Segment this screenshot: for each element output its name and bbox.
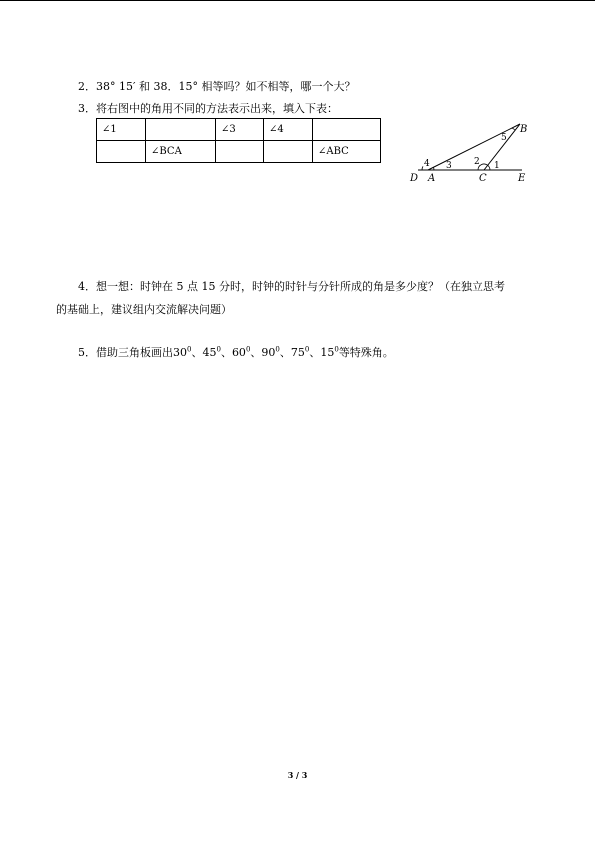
degree-mark: 0 (334, 345, 339, 354)
angle-label: 2 (474, 157, 480, 167)
degree-mark: 0 (216, 345, 221, 354)
table-cell (216, 141, 264, 163)
table-row (97, 119, 381, 141)
angle-value: 15 (320, 346, 335, 359)
table-cell: ∠BCA (146, 141, 216, 163)
angle-value: 45 (202, 346, 217, 359)
question-4-line-1: 4．想一想：时钟在 5 点 15 分时，时钟的时针与分针所成的角是多少度？（在独立思考 (78, 280, 505, 293)
point-label: A (428, 173, 436, 184)
separator: 、 (309, 346, 321, 359)
table-row (97, 141, 381, 163)
question-4-line-2: 的基础上，建议组内交流解决问题） (56, 303, 232, 316)
table-cell: ∠3 (216, 119, 264, 141)
table-cell (97, 141, 146, 163)
arc-angle-5 (512, 128, 515, 130)
table-cell: ∠ABC (313, 141, 381, 163)
degree-mark: 0 (275, 345, 280, 354)
table-cell (264, 141, 313, 163)
arc-angle-4 (422, 166, 423, 170)
point-label: E (518, 173, 526, 184)
angle-label: 1 (494, 161, 500, 171)
angle-value: 60 (231, 346, 246, 359)
question-5-suffix: 等特殊角。 (338, 346, 394, 359)
separator: 、 (250, 346, 262, 359)
arc-angle-1 (488, 165, 490, 170)
degree-mark: 0 (187, 345, 192, 354)
table-cell (146, 119, 216, 141)
table-cell (313, 119, 381, 141)
point-label: B (520, 124, 528, 135)
degree-mark: 0 (245, 345, 251, 354)
geometry-figure (404, 118, 534, 188)
degree-mark: 0 (304, 345, 310, 354)
separator: 、 (191, 346, 203, 359)
page-number: 3 / 3 (287, 770, 308, 780)
question-5-prefix: 5．借助三角板画出 (78, 346, 173, 359)
separator: 、 (220, 346, 232, 359)
table-cell: ∠4 (264, 119, 313, 141)
question-3: 3．将右图中的角用不同的方法表示出来，填入下表： (78, 102, 338, 115)
question-2: 2．38° 15′ 和 38．15° 相等吗？如不相等，哪一个大？ (78, 80, 356, 93)
angle-value: 30 (173, 346, 187, 359)
point-label: D (410, 173, 419, 184)
angle-label: 5 (501, 133, 507, 143)
point-label: C (479, 173, 487, 184)
angle-value: 90 (261, 346, 276, 359)
table-cell: ∠1 (97, 119, 146, 141)
question-5 (78, 346, 394, 360)
line-cb (484, 124, 520, 170)
angle-label: 4 (424, 159, 430, 169)
angle-label: 3 (446, 161, 452, 171)
separator: 、 (279, 346, 291, 359)
angle-table (96, 118, 381, 163)
header-rule (0, 0, 595, 1)
angle-value: 75 (290, 346, 305, 359)
